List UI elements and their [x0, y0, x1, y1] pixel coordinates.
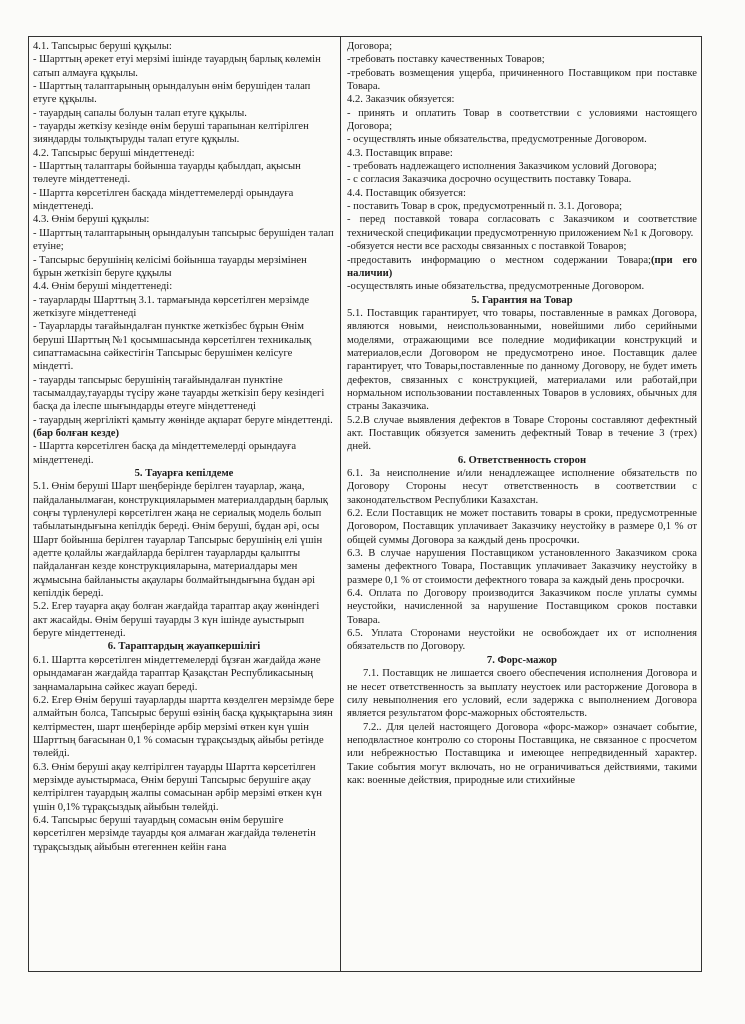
right-paragraph: 6.4. Оплата по Договору производится Заказчиком после уплаты суммы неустойки, начисленной за нарушение Поставщиком сроков поставки Товара. — [347, 588, 697, 626]
left-line: - Шарттың талаптарының орындалуын өнім берушіден талап етуге құқылы. — [33, 81, 311, 106]
left-line-with-note — [33, 414, 335, 441]
left-line: - тауарларды Шарттың 3.1. тармағында көрсетілген мерзімде жеткізуге міндеттенеді — [33, 294, 310, 319]
two-column-table — [28, 36, 702, 972]
left-line: - тауардың жергілікті қамыту жөнінде ақпарат беруге міндеттенді. — [33, 414, 333, 426]
right-line: -предоставить информацию о местном содержании Товара; — [347, 254, 651, 266]
right-paragraph: 5.1. Поставщик гарантирует, что товары, поставленные в рамках Договора, являются новыми, неиспользованными, новейшими либо серийными моделями, отражающими все поледние модификации конструкций и материалов,если Договором не предусмотрено иное. Поставщик далее гарантирует, что Товары,поставленные по данному Договору, не будет иметь дефектов, связанных с конструкцией, материалами или работай,при нормальном использовании поставленных Товаров в условиях, обычных для страны Заказчика. — [347, 307, 697, 413]
section-5-title-ru: 5. Гарантия на Товар — [471, 294, 573, 306]
left-line: - Шарттың әрекет етуі мерзімі ішінде тауардың барлық көлемін сатып алмауға құқылы. — [33, 54, 321, 79]
right-bold-note: (при его наличии) — [347, 254, 697, 279]
right-paragraph: 6.1. За неисполнение и/или ненадлежащее исполнение обязательств по Договору Стороны несут ответственность в соответствии с законодательством Республики Казахстан. — [347, 468, 697, 506]
column-divider — [340, 37, 341, 971]
section-7-title-ru: 7. Форс-мажор — [486, 654, 558, 666]
section-6-title-ru: 6. Ответственность сторон — [457, 454, 587, 466]
right-paragraph: 6.5. Уплата Сторонами неустойки не освобождает их от исполнения обязательств по Договору. — [347, 628, 697, 653]
left-paragraph: 6.1. Шартта көрсетілген міндеттемелерді бұзған жағдайда және орындамаған жағдайда тараптар Қазақстан Республикасының заңнамаларына сәйкес жауап береді. — [33, 654, 321, 693]
right-line: -требовать возмещения ущерба, причиненного Поставщиком при поставке Товара. — [347, 67, 697, 93]
right-paragraph: 6.3. В случае нарушения Поставщиком установленного Заказчиком срока замены дефектного Товара, Поставщик уплачивает Заказчику неустойку в размере 0,1 % от стоимости дефектного товара за каждый день просрочки. — [347, 548, 697, 586]
left-line: 4.2. Тапсырыс беруші міндеттенеді: — [33, 147, 195, 159]
left-line: 4.3. Өнім беруші құқылы: — [33, 214, 150, 226]
right-line: Договора; — [347, 41, 393, 52]
left-paragraph: 6.2. Егер Өнім беруші тауарларды шартта көзделген мерзімде бере алмайтын болса, Тапсырыс беруші өзінің басқа құқықтарына зиян келтірместен, шарт шеңберінде әрбір мерзімі өткен күн үшін Шарттың бағасынан 0,1 % сомасын тұрақсыздық айыбы ретінде төлейді. — [33, 694, 335, 760]
left-paragraph: 5.1. Өнім беруші Шарт шеңберінде берілген тауарлар, жаңа, пайдаланылмаған, конструкцияларымен материалдардың барлық соңғы түрленулері көрсетілген жаңа не сериалық модель болып табылатындығына кепілдік береді. Өнім беруші, бұдан әрі, осы Шарт бойынша берілген тауарлар Тапсырыс берушінің елі үшін әдетте қолайлы жағдайларда берілген тауарларды қалыпты пайдаланған кезде конструкцияларына, материалдары мен жұмысына байланысты ақаулары болмайтындығына бұдан әрі кепілдік береді. — [33, 481, 328, 600]
left-line: - тауарды жеткізу кезінде өнім беруші тарапынан келтірілген зияндарды толықтыруды талап етуге құқылы. — [33, 121, 309, 146]
russian-column — [347, 40, 697, 971]
right-line: - перед поставкой товара согласовать с Заказчиком и соответствие технической спецификации предусмотренную приложением №1 к Договору. — [347, 214, 697, 239]
left-line: - Шарттың талаптарының орындалуын тапсырыс берушіден талап етуіне; — [33, 227, 334, 253]
left-line: - Шартта көрсетілген басқа да міндеттемелерді орындауға міндеттенеді. — [33, 441, 297, 466]
right-line: -обязуется нести все расходы связанных с поставкой Товаров; — [347, 241, 627, 253]
right-line: - принять и оплатить Товар в соответствии с условиями настоящего Договора; — [347, 107, 697, 133]
right-line: -осуществлять иные обязательства, предусмотренные Договором. — [347, 281, 645, 293]
left-line: 4.1. Тапсырыс беруші құқылы: — [33, 41, 172, 52]
section-5-title-kz: 5. Тауарға кепілдеме — [134, 468, 234, 479]
left-line: - Шартта көрсетілген басқада міндеттемелерді орындауға міндеттенеді. — [33, 187, 294, 213]
left-paragraph: 6.4. Тапсырыс беруші тауардың сомасын өнім берушіге көрсетілген мерзімде тауарды қоя алмаған жағдайда төленетін тұрақсыздық айыбын өтегеннен кейін ғана — [33, 814, 316, 853]
right-line: 4.2. Заказчик обязуется: — [347, 94, 455, 106]
right-line: - поставить Товар в срок, предусмотренный п. 3.1. Договора; — [347, 201, 623, 213]
right-line: - требовать надлежащего исполнения Заказчиком условий Договора; — [347, 161, 657, 173]
left-bold-note: (бар болған кезде) — [33, 427, 119, 439]
left-line: - Тауарларды тағайындалған пунктке жеткізбес бұрын Өнім беруші Шарттың №1 қосымшасында көрсетілген техникалық сипаттамасына сәйкестігін Тапсырыс берушімен келісуге міндетті. — [33, 321, 312, 373]
right-paragraph: 6.2. Если Поставщик не может поставить товары в сроки, предусмотренные Договором, Поставщик уплачивает Заказчику неустойку в размере 0,1 % от общей суммы Договора за каждый день просрочки. — [347, 508, 697, 546]
right-line-with-note — [347, 254, 697, 281]
left-line: 4.4. Өнім беруші міндеттенеді: — [33, 281, 173, 293]
left-line: - Тапсырыс берушінің келісімі бойынша тауарды мерзімінен бұрын жеткізіп беруге құқылы — [33, 254, 307, 279]
left-paragraph: 6.3. Өнім беруші ақау келтірілген тауарды Шартта көрсетілген мерзімде ауыстырмаса, Өнім беруші Тапсырыс берушіге ақау келтірілген тауардың жалпы сомасынан әрбір мерзімі өткен күн үшін 0,1% тұрақсыздық айыбын төлейді. — [33, 761, 322, 813]
left-line: - тауарды тапсырыс берушінің тағайындалған пунктіне тасымалдау,тауарды түсіру және тауарды жеткізіп беру кезіндегі басқа да ілеспе шығындарды өтеуге міндеттенеді — [33, 374, 325, 413]
right-line: 4.4. Поставщик обязуется: — [347, 187, 466, 199]
right-line: - с согласия Заказчика досрочно осуществить поставку Товара. — [347, 174, 632, 186]
left-line: - тауардың сапалы болуын талап етуге құқылы. — [33, 107, 247, 119]
right-paragraph: 7.1. Поставщик не лишается своего обеспечения исполнения Договора и не несет ответственность за выплату неустоек или расторжение Договора в силу невыполнения его условий, если задержка с выполнением Договора является результатом форс-мажорных обстоятельств. — [347, 668, 697, 720]
kazakh-column — [33, 40, 335, 971]
right-paragraph: 7.2.. Для целей настоящего Договора «форс-мажор» означает событие, неподвластное контролю со стороны Поставщика, не связанное с просчетом или небрежностью Поставщика и имеющее непредвиденный характер. Такие события могут включать, но не ограничиваться действиями, такими как: военные действия, природные или стихийные — [347, 721, 697, 786]
left-paragraph: 5.2. Егер тауарға ақау болған жағдайда тараптар ақау жөніндегі акт жасайды. Өнім беруші тауарды 3 күн ішінде ауыстырып беруге міндеттенеді. — [33, 601, 320, 640]
right-line: - осуществлять иные обязательства, предусмотренные Договором. — [347, 134, 647, 146]
right-paragraph: 5.2.В случае выявления дефектов в Товаре Стороны составляют дефектный акт. Поставщик обязуется заменить дефектный Товар в течение 3 (трех) дней. — [347, 414, 697, 453]
left-line: - Шарттың талаптары бойынша тауарды қабылдап, ақысын төлеуге міндеттенеді. — [33, 161, 301, 186]
right-line: -требовать поставку качественных Товаров; — [347, 54, 545, 66]
right-line: 4.3. Поставщик вправе: — [347, 147, 453, 159]
section-6-title-kz: 6. Тараптардың жауапкершілігі — [107, 641, 261, 653]
